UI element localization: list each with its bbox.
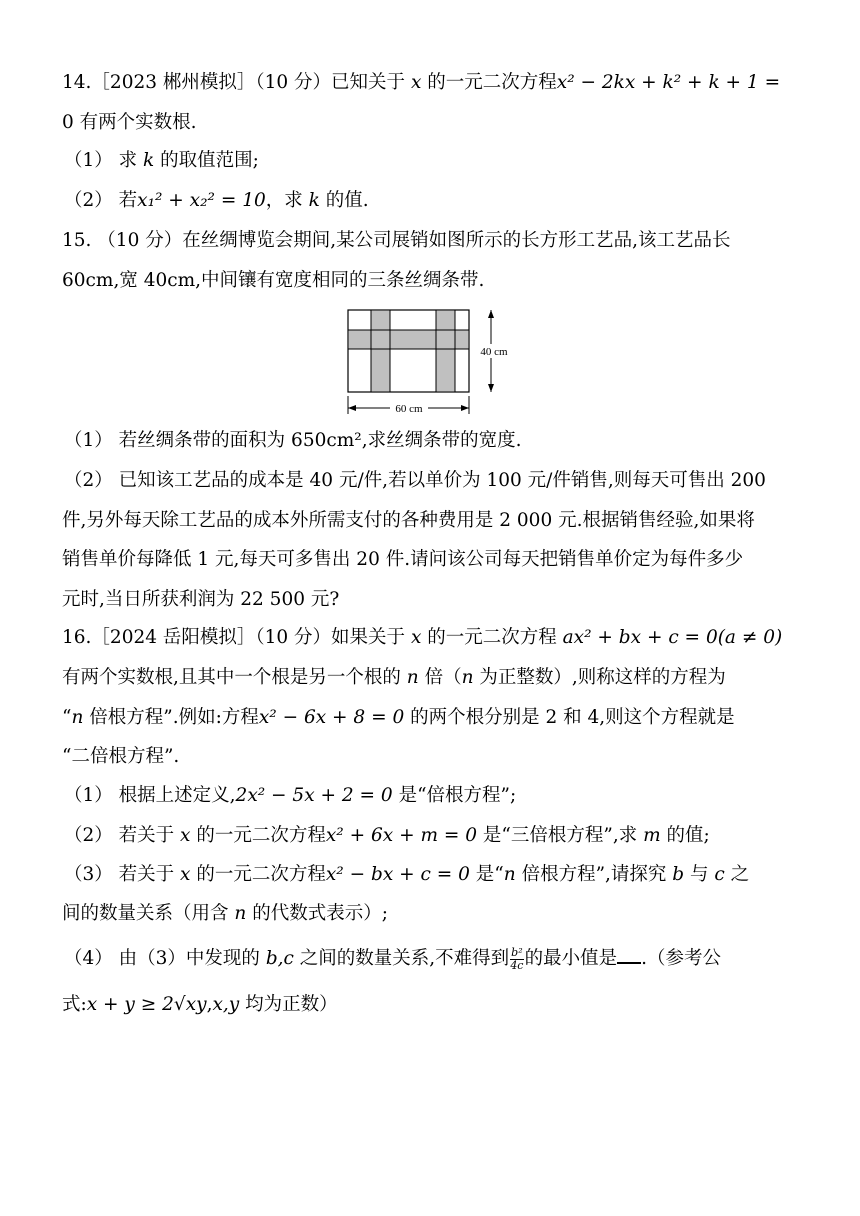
part-label: （2） 若关于 (64, 825, 181, 846)
q16-text: 的一元二次方程 (421, 627, 563, 648)
part-text: 的最小值是 (524, 948, 618, 969)
q15-line1: 15. （10 分）在丝绸博览会期间,某公司展销如图所示的长方形工艺品,该工艺品长 (62, 230, 731, 251)
var-n: n (461, 667, 474, 688)
part-text: ，求 (265, 190, 309, 211)
q16-equation: ax² + bx + c = 0(a ≠ 0) (562, 627, 783, 648)
var-c: c (714, 864, 725, 885)
var-n: n (406, 667, 419, 688)
q16-part1 (64, 783, 516, 809)
fraction-denominator: 4c (510, 958, 524, 972)
q16-text: 有两个实数根,且其中一个根是另一个根的 (62, 667, 407, 688)
q14-part2-equation: x₁² + x₂² = 10 (137, 190, 266, 211)
part-text: , (206, 994, 213, 1015)
part-text: 倍根方程”,请探究 (515, 864, 673, 885)
var-x: x (410, 72, 422, 93)
part-text: 是“ (469, 864, 504, 885)
part-text: 的值; (660, 825, 710, 846)
q15-line2: 60cm,宽 40cm,中间镶有宽度相同的三条丝绸条带. (62, 270, 485, 291)
part-text: 的一元二次方程 (190, 864, 326, 885)
part-label: （4） 由（3）中发现的 (64, 948, 266, 969)
craft-figure (318, 302, 513, 418)
var-n: n (503, 864, 516, 885)
q14-header: 14.［2023 郴州模拟］（10 分）已知关于 (62, 72, 411, 93)
q16-line4: “二倍根方程”. (62, 746, 180, 767)
q14-text: 的一元二次方程 (421, 72, 557, 93)
q16-text: 倍（ (418, 667, 462, 688)
var-k: k (308, 190, 320, 211)
q16-text: 为正整数）,则称这样的方程为 (473, 667, 726, 688)
part-text: 间的数量关系（用含 (62, 903, 235, 924)
q14-part2 (64, 188, 369, 214)
part-text: 的代数式表示）; (246, 903, 388, 924)
part-text: 的值. (319, 190, 369, 211)
q16-part3-line1 (64, 862, 749, 888)
part-text: ,求丝绸条带的宽度. (361, 430, 522, 451)
var-b: b (672, 864, 685, 885)
q15-part2-line3: 销售单价每降低 1 元,每天可多售出 20 件.请问该公司每天把销售单价定为每件多少 (62, 549, 744, 570)
answer-blank[interactable] (617, 946, 641, 964)
width-label: 60 cm (395, 403, 423, 415)
part-label: （1） 若丝绸条带的面积为 (64, 430, 292, 451)
vertical-strip-left (371, 310, 390, 392)
height-label: 40 cm (480, 346, 508, 358)
q16-part2 (64, 823, 710, 849)
part-label: （3） 若关于 (64, 864, 181, 885)
q15-part1 (64, 428, 521, 454)
part-text: 的取值范围; (154, 150, 259, 171)
q14-part1 (64, 148, 259, 174)
q15-part2-line4: 元时,当日所获利润为 22 500 元? (62, 589, 340, 610)
part-text: 均为正数） (239, 994, 338, 1015)
q14-equation: x² − 2kx + k² + k + 1 = (556, 72, 781, 93)
q16-part3-equation: x² − bx + c = 0 (325, 864, 470, 885)
part-text: 是“倍根方程”; (392, 785, 517, 806)
area-value: 650cm² (291, 430, 362, 451)
q16-line3 (62, 705, 735, 731)
part-text: 是“三倍根方程”,求 (477, 825, 644, 846)
part-label: （2） 若 (64, 190, 138, 211)
var-xy: x,y (212, 994, 240, 1015)
q16-text: “ (62, 707, 72, 728)
example-equation: x² − 6x + 8 = 0 (258, 707, 405, 728)
var-k: k (143, 150, 155, 171)
fraction-b2-over-4c (510, 947, 523, 972)
q15-part2-line2: 件,另外每天除工艺品的成本外所需支付的各种费用是 2 000 元.根据销售经验,如果将 (62, 510, 755, 531)
var-x: x (180, 864, 191, 885)
part-text: 式: (62, 994, 87, 1015)
var-m: m (643, 825, 661, 846)
var-n: n (71, 707, 84, 728)
q14-line2: 0 有两个实数根. (62, 112, 197, 133)
part-label: （1） 根据上述定义, (64, 785, 236, 806)
q16-line1 (62, 625, 782, 651)
q16-text: 的两个根分别是 2 和 4,则这个方程就是 (404, 707, 735, 728)
q14-line1 (62, 70, 780, 96)
part-text: 的一元二次方程 (190, 825, 326, 846)
part-label: （1） 求 (64, 150, 144, 171)
q15-part2-line1: （2） 已知该工艺品的成本是 40 元/件,若以单价为 100 元/件销售,则每天可售出 200 (64, 470, 766, 491)
part-text: .（参考公 (641, 948, 722, 969)
q16-part4-line2 (62, 992, 338, 1018)
var-n: n (234, 903, 247, 924)
q16-part1-equation: 2x² − 5x + 2 = 0 (235, 785, 393, 806)
var-x: x (180, 825, 191, 846)
q16-text: 倍根方程”.例如:方程 (83, 707, 259, 728)
q16-line2 (62, 665, 726, 691)
q16-part2-equation: x² + 6x + m = 0 (325, 825, 478, 846)
fraction-numerator: b² (511, 945, 523, 959)
q16-header: 16.［2024 岳阳模拟］（10 分）如果关于 (62, 627, 411, 648)
inequality-formula: x + y ≥ 2√xy (86, 994, 207, 1015)
part-text: 与 (684, 864, 715, 885)
var-bc: b,c (265, 948, 294, 969)
vertical-strip-right (436, 310, 455, 392)
part-text: 之间的数量关系,不难得到 (293, 948, 510, 969)
var-x: x (410, 627, 422, 648)
q16-part3-line2 (62, 901, 388, 927)
part-text: 之 (724, 864, 750, 885)
q16-part4-line1 (64, 946, 721, 972)
